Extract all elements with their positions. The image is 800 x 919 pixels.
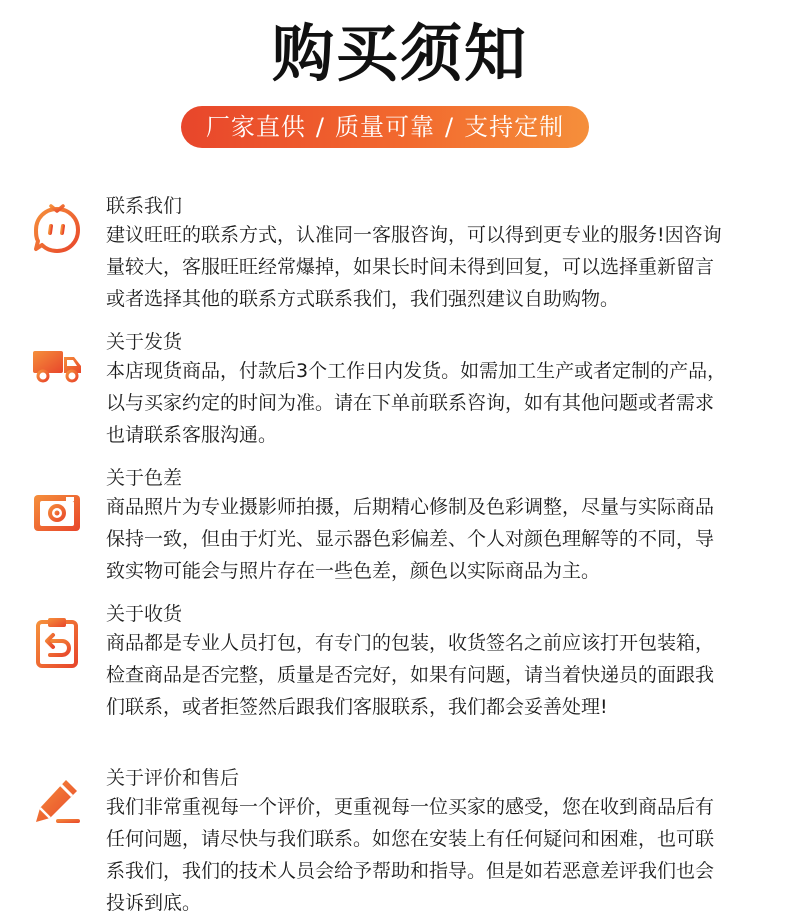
section-body [106, 627, 766, 723]
section-line: 建议旺旺的联系方式，认准同一客服咨询，可以得到更专业的服务!因咨询 [106, 224, 722, 246]
section-heading: 联系我们 [106, 195, 183, 217]
banner-item-customization: 支持定制 [464, 113, 565, 141]
section-line: 检查商品是否完整，质量是否完好，如果有问题，请当着快递员的面跟我 [106, 664, 715, 686]
chat-bubble-icon [30, 203, 84, 257]
section-body [106, 355, 766, 451]
section-line: 也请联系客服沟通。 [106, 424, 278, 446]
section-line: 投诉到底。 [106, 892, 202, 914]
banner-item-direct-supply: 厂家直供 [205, 113, 306, 141]
section-line: 以与买家约定的时间为准。请在下单前联系咨询，如有其他问题或者需求 [106, 392, 715, 414]
banner-separator: / [445, 113, 455, 141]
section-line: 或者选择其他的联系方式联系我们，我们强烈建议自助购物。 [106, 288, 620, 310]
pencil-edit-icon [30, 775, 84, 829]
section-line: 们联系，或者拒签然后跟我们客服联系，我们都会妥善处理! [106, 696, 608, 718]
section-line: 商品都是专业人员打包，有专门的包装，收货签名之前应该打开包装箱， [106, 632, 715, 654]
section-line: 本店现货商品，付款后3个工作日内发货。如需加工生产或者定制的产品， [106, 360, 727, 382]
clipboard-return-icon [30, 615, 84, 669]
section-body [106, 491, 766, 587]
section-heading: 关于收货 [106, 603, 183, 625]
banner-separator: / [315, 113, 325, 141]
section-line: 保持一致，但由于灯光、显示器色彩偏差、个人对颜色理解等的不同，导 [106, 528, 715, 550]
section-line: 任何问题，请尽快与我们联系。如您在安装上有任何疑问和困难，也可联 [106, 828, 715, 850]
camera-icon [30, 485, 84, 539]
section-line: 系我们，我们的技术人员会给予帮助和指导。但是如若恶意差评我们也会 [106, 860, 715, 882]
section-body [106, 791, 766, 919]
page-title: 购买须知 [271, 17, 528, 90]
section-heading: 关于评价和售后 [106, 767, 240, 789]
banner-item-reliable-quality: 质量可靠 [335, 113, 435, 141]
section-line: 商品照片为专业摄影师拍摄，后期精心修制及色彩调整，尽量与实际商品 [106, 496, 715, 518]
delivery-truck-icon [30, 337, 84, 391]
section-heading: 关于发货 [106, 331, 183, 353]
section-line: 致实物可能会与照片存在一些色差，颜色以实际商品为主。 [106, 560, 601, 582]
feature-banner [181, 106, 589, 148]
section-line: 我们非常重视每一个评价，更重视每一位买家的感受，您在收到商品后有 [106, 796, 715, 818]
section-line: 量较大，客服旺旺经常爆掉，如果长时间未得到回复，可以选择重新留言 [106, 256, 715, 278]
section-heading: 关于色差 [106, 467, 183, 489]
section-body [106, 219, 766, 315]
